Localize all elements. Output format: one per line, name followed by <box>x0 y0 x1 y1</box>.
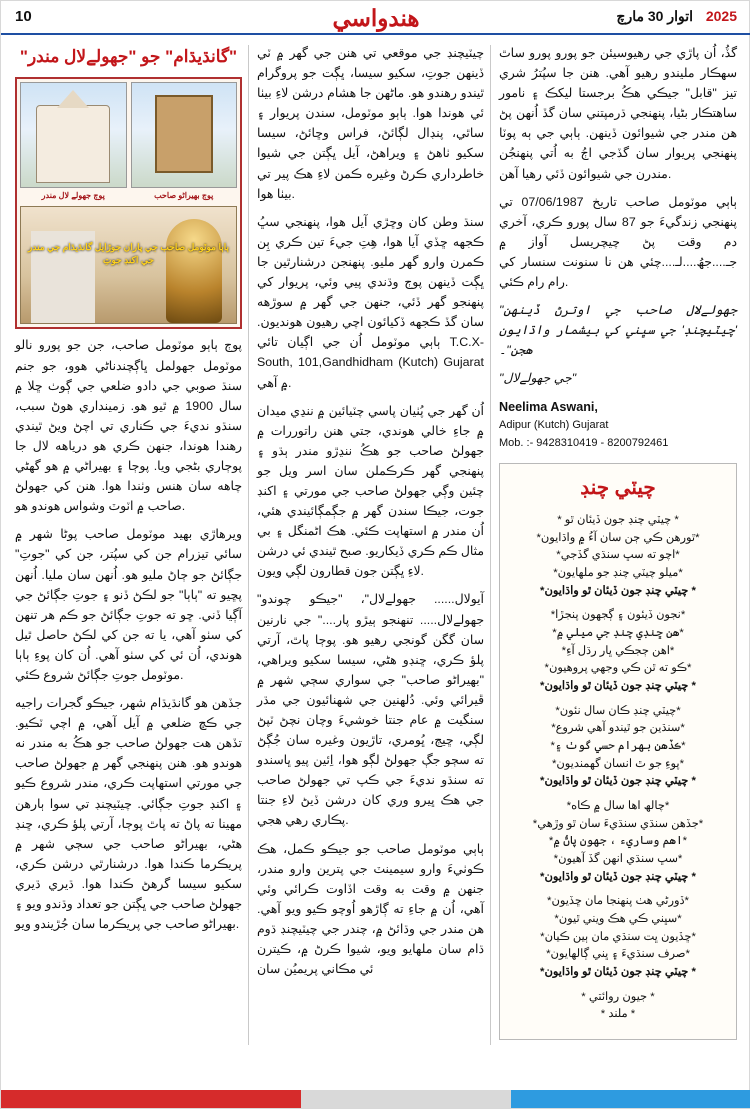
poem-title: چيٽي چنڊ <box>580 476 656 499</box>
masthead <box>1 1 750 35</box>
col1-para-2: ويرهاڙي بھيد موٽومل صاحب پوڻا شهر ۾ سائي تيزرام جن کي سپُتر، جن کي "جوتِ" جڳائڻ جو ڄاڻ مليو هو. اُنهن سان مليا. اُنهن پڇيو ته "ٻاٻا" جو لڪڻ ڏنو ۽ جوتِ جڳائڻ جي آڳيا ڏني. ڇو ته جوتِ جڳائڻ جو ڪم هر تنهن کي سٺو آهي، يا ته جن کي لڪڻ حاصل ٿيل هوندي، اُن ئي کي سٺو آهي. اُن کان پوءِ ٻاٻا موٽومل جوتِ جڳائڻ شروع ڪئي. <box>15 527 242 682</box>
column-divider-2 <box>490 45 491 1045</box>
poem-stanza <box>506 607 730 695</box>
poem-line: *اهم وساريء ، جهون پاڻُ ۾* <box>548 835 688 848</box>
poem-stanza <box>506 798 730 886</box>
footer-bar-red <box>1 1090 301 1108</box>
poem-line: *نجون ڏيئون ۽ ڳجھون پنجڙا* <box>550 609 686 622</box>
article-headline: "گانڌيڌام" جو "جھولےلال مندر" <box>19 47 238 66</box>
poem-line: *ميلو چيٽي چنڊ جو ملهايون* <box>553 566 683 579</box>
poem-line: *جڏهن سنڌي سنڌيءَ سان ٿو وڙهي* <box>532 817 704 830</box>
col2-para-1: چيٽيچنڊ جي موقعي تي هنن جي گهر ۾ ٽي ڏينهن جوتِ، سکيو سيسا، ڀڳت جو پروگرام ٿيندو رهندو هو. ماڻھن جا هشام درشن لاءِ بيٺا ئي هوندا هوا. ٻاٻو موٽومل، سندن پريوار ۽ ساٿي، پنڊال لڳائڻ، فراس وڇائڻ، سيسا سکيو ٺاهڻ ۽ ويراهڻ، آيل ڀڳتن جي شيوا خاطرداري ڪرڻ وغيره ڪمن لاءِ هڪ پير تي بيٺا هوا. <box>257 46 484 201</box>
poem-line: *هن ڇنڊي چنڊ جي ميلي ۾* <box>552 626 684 639</box>
footer-bars <box>1 1082 750 1108</box>
poem-box <box>499 463 737 1041</box>
col2-para-4: "آيولال...... جھولےلال"، "جيڪو چوندو جھولےلال..... تنهنجو ٻيڙو پار...." جي نارنين سان گگن گونجي رهيو هو. پوڄا پاٿ، آرتي پلؤ ڪري، ڇنڊو هڻي، سيسا سکيو ويراهي، "بھيراڻو صاحب" جي سواري سڄي شهر ۾ ڦيرائي وئي. دُلهنين جي شهنائيون جي مڌر سنگيت ۾ عام جنتا خوشيءَ وچان نچڻ ٽپڻ لڳي، ڇيڄ، ڀُومري، تاڙيون وغيره سان جُڳڻ ته سڄو جڳ جھولڻ لڳو هوا، اِئين پيو ڀاسندو ته سنڌو نديءَ جي ڪپ تي جھولڻ صاحب جي هڪ ڀيرو وري کان درشن ڏيڻ لاءِ جنتا پڪاري رهي هجي. <box>257 592 484 828</box>
col2-para-3: اُن گهر جي پُٺيان پاسي چٽيائين ۾ ننڍي ميدان ۾ جاءِ خالي هوندي، جتي هنن راتوررات ۾ جھولڻ صاحب جو هڪُ ننڍڙو مندر ٻڌو ۽ پنهنجي گهر ڪرڪملن سان اسر ويل جو چئين وڳي جھولڻ صاحب جي مورتي ۽ اکنڊ جوت، جيڪا سندن گهر ۾ جڳمڳائيندي هئي، اُن مندر ۾ استھاپت ڪئي. هڪ اڻمنگل ۽ بي مثال ڪم ڪري ڏيکاريو. صبح ٿيندي ئي درشن لاءِ ڀڳتن جون قطارون لڳي ويون. <box>257 403 484 579</box>
author-place: Adipur (Kutch) Gujarat <box>499 418 609 431</box>
masthead-date: اتوار 30 مارچ <box>616 8 693 24</box>
masthead-logo: هندواسي <box>332 5 420 31</box>
footer-bar-grey <box>301 1090 511 1108</box>
masthead-year: 2025 <box>705 8 737 24</box>
poem-line: *سڀني ڪي هڪ ويني ٿيون* <box>554 913 682 926</box>
column-two <box>257 43 484 987</box>
poem-refrain: *چيٽي چنڊ جون ڏيئان ٿو واڌايون * <box>540 775 696 788</box>
poem-stanza <box>506 893 730 981</box>
poem-refrain: *چيٽي چنڊ جون ڏيئان ٿو واڌايون * <box>540 966 696 979</box>
column-three <box>499 43 737 1040</box>
poem-line: *سڀ سنڌي انهن گڏ آهيون* <box>553 853 683 865</box>
poem-line: *اهن ڄجڪي ڀار رڌل آءِ* <box>561 644 675 657</box>
poem-stanza <box>506 703 730 791</box>
col1-para-3: جڏهن هو گانڌيڌام شهر، جيڪو گجرات راجيه جي ڪڇ ضلعي ۾ آيل آهي، ۾ اچي ٽڪيو. تڏهن هت جھولڻ صاحب جو هڪُ به مندر نه هوندو هو. هنن پنهنجي گهر ۾ جھولڻ صاحب جي مورتي استھاپت ڪري، مندر شروع ڪيو ۽ اکنڊ جوتِ جڳائي. چيٽيچنڊ تي سوا ٻارهن مهينا ته پاڻ ته پاٿ پوڄا، آرتي پلؤ ڪري، ڇنڊ هڻي، بھيراڻو صاحب جي سڄي شهر ۾ پريڪرما ڪندا هوا. درشنارٿي درشن ڪري، سکيو سيسا گرهڻ ڪندا هوا. ڌيري ڌيري جھولڻ صاحب جي ڀڳتن جو تعداد وڌندو ويو ۽ بھيراڻو صاحب جي پريڪرما سان جُڙيندو ويو. <box>15 696 242 932</box>
photo-caption-left: پوڄ جھولے لال مندر <box>41 190 105 200</box>
closing-quote: "جھولےلال صاحب جي اوترڻ ڏينهن 'چيٽيچنڊ' جي سڀني کي بيشمار واڌايون هجن"۔ <box>499 303 737 358</box>
poem-line: *اچو ته سڀ سنڌي گڏجي* <box>556 549 680 562</box>
col2-para-2: سنڌ وطن کان وڇڙي آيل هوا، پنهنجي سڀُ ڪجھه ڇڏي آيا هوا، هِتِ جيءَ تين ڪري ٻِن ڪمرن وارو گهر مليو. پنهنجن درشنارٿين جا ڀڳت ڏينهن پوڄ وڌندي پيي وئي، پريوار کي پنهنجو گهر ڏئي، جنهن جي گهر ۾ سوڙهه سان گڏ ڪجھه ڏکيائون اچي رهيون هونديون. ٻاٻي موٽومل اُن جي اڳيان تائي T.C.X- South, 101,Gandhidham (Kutch) Gujarat ۾ آهي. <box>257 214 484 390</box>
photo-overlay-caption: ٻاٻا موٽومل صاحب جي پاران جوڙايل گانڌيڌام جي مندر جي اکنڊ جوتِ <box>28 242 229 266</box>
col2-para-5: ٻاٻي موٽومل صاحب جو جيڪو ڪمل، هڪ ڪوٺيءَ وارو سيمينٽ جي پترين وارو مندر، جنهن ۾ وقت به وقت اڏاوت ڪرائي وئي آهي، اُن ۾ جاءِ ته ڳاڙهو اُوچو ڪيو ويو آهي. هن مندر جي وڌائڻ ۾، چندر جي چيٽيچنڊ ڌوم ڌام سان ملهايو ويو، شيوا ڪرڻ ۾، ڪيترن ئي مڪاني پريميُن سان <box>257 841 484 977</box>
footer-bar-blue <box>511 1090 750 1108</box>
poem-line: * چيٽي چنڊ جون ڏيئان ٿو * <box>557 513 679 526</box>
poem-line: *پوءِ جو ٿ انسان گھمنديون* <box>551 757 685 770</box>
photo-block <box>15 77 242 330</box>
page-number: 10 <box>15 8 32 25</box>
poem-refrain: *چيٽي چنڊ جون ڏيئان ٿو واڌايون * <box>540 584 696 597</box>
col1-para-1: پوڄ ٻاٻو موٽومل صاحب، جن جو پورو نالو موٽومل جھولمل ڀاڳچندناڻي هوو، جو جنم سنڌ صوبي جي دادو ضلعي جي ڳوٺ ڇلا ۾ سال 1900 ۾ ٿيو هو. زمينداري هوڻ سبب، سنڌو نديءَ جي ڪناري تي اچڻ ويڻ ٿيندي رهندا هوندا، جنهن ڪري هو درياهه لال جا پوڄاري بڻجي ويا. پوڄا ۽ بھيراڻي ۾ هو گھڻي چاهه سان هنس وٺندا هوا. هنن کي جھولڻ صاحب ۾ اٽوٽ وشواس هوندو هو. <box>15 338 242 514</box>
poem-refrain: *چيٽي چنڊ جون ڏيئان ٿو واڌايون * <box>540 870 696 883</box>
poem-line: *سنڌين جو ٿيندو آهي شروع* <box>551 722 685 735</box>
poem-line: *ٿورهن ڪي ڄن سان آءُ ۾ واڌايون* <box>536 531 700 544</box>
poem-stanza <box>506 512 730 600</box>
col3-para-1: گڏُ، اُن پاڙي جي رهيوسيئن جو پورو پورو ساٿ سھڪار مليندو رهيو آهي. هنن جا سپُترُ شري تيز "قابل" جيڪي هڪُ برجستا ليکڪ ۽ نامور ساهتڪار بڻيا، پنهنجي ڌرمپتني سان گڏ اُنهن پڻ هن مندر جي شيوائون ڏينهن. ٻاٻي جي ٻه پوٽا پنهنجي پريوار سان گڏجي اڄُ به اُتي پنهنجُن مندرن جي شيوائون ڏئي رهيا آهن. <box>499 46 737 181</box>
poem-signature-line: * ملند * <box>600 1008 636 1021</box>
poem-line: *ڪڏهن بھرام حسي گوٺ ۽* <box>550 739 686 752</box>
poem-line: *چيٽي چنڊ ڪان سال نئون* <box>555 704 681 717</box>
column-one <box>15 43 242 942</box>
author-mobile: Mob. :- 9428310419 - 8200792461 <box>499 436 669 449</box>
column-divider-1 <box>248 45 249 1045</box>
poem-line: *صرف سنڌيءَ ۽ ڀني ڳالھايون* <box>546 948 690 961</box>
poem-line: *ڇڏيون ڀت سنڌي مان ٻين ڪيان* <box>540 930 696 943</box>
poem-refrain: *چيٽي چنڊ جون ڏيئان ٿو واڌايون * <box>540 679 696 692</box>
temple-photo <box>20 82 127 188</box>
closing-jai: "جي جھولےلال" <box>499 371 577 386</box>
col3-para-2: ٻاٻي موٽومل صاحب تاريخ 07/06/1987 تي پنهنجي زندگيءَ جو 87 سال پورو ڪري، آخري دم وقت پڻ چيچريسل آواز ۾ جـ....جھُ....لـ....چئي هن نا سنونت سنسار کي رام رام ڪئي. <box>499 194 737 290</box>
poem-line: *چالھ اها سال ۾ ڪاه* <box>566 799 670 812</box>
photo-caption-right: پوڄ بھیراڻو صاحب <box>154 190 214 200</box>
author-name: Neelima Aswani, <box>499 399 598 414</box>
lamp-photo <box>20 206 237 324</box>
deity-photo <box>131 82 238 188</box>
poem-signature-line: * جيون روائتي * <box>581 990 655 1003</box>
poem-line: *ڏورڻي هٺ پنهنجا مان ڇڏيون* <box>547 895 689 908</box>
poem-line: *ڪو ته ٿن ڪي وجھي پروهيون* <box>544 662 692 675</box>
poem-signature <box>506 989 730 1024</box>
